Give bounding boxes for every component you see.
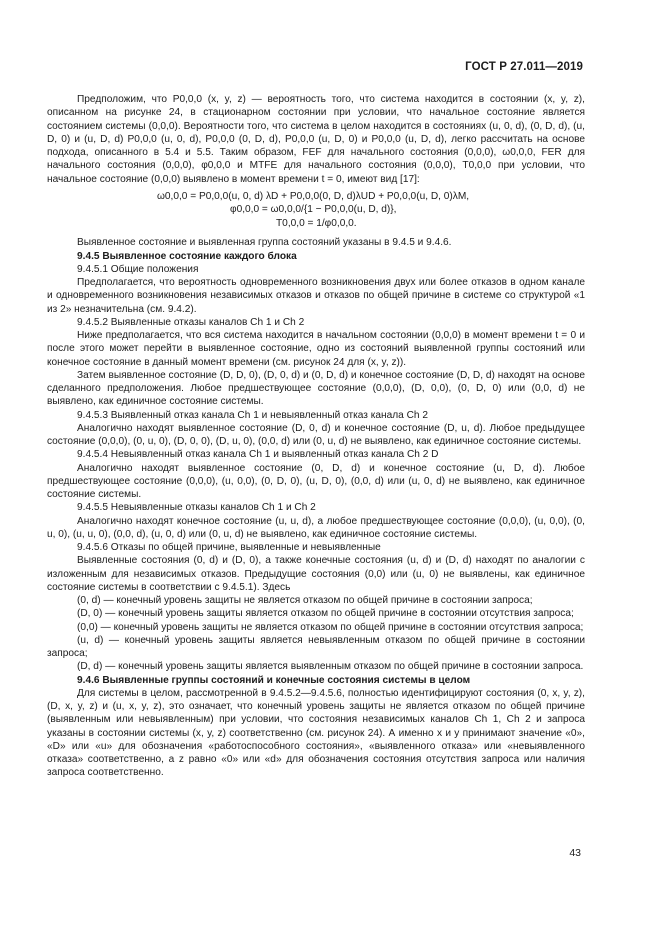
paragraph: Аналогично находят выявленное состояние (D, 0, d) и конечное состояние (D, u, d). Любое предыдущее состояние (0,0,0), (0, u, 0), (D, 0, 0), (D, u, 0), (0,0, d) или (0, u, d) не выявлено, как единичное состояние системы.: [47, 422, 585, 447]
intro-paragraph: Предположим, что P0,0,0 (x, y, z) — вероятность того, что система находится в состоянии (x, y, z), описанном на рисунке 24, в стационарном состоянии при условии, что начальное состояние является состоянием системы (0,0,0). Вероятности того, что система в целом находится в состояниях (u, 0, d), (0, D, d), (u, D, 0) и (u, D, d) P0,0,0 (u, 0, d), P0,0,0 (0, D, d), P0,0,0 (u, D, 0) и P0,0,0 (u, D, d), легко рассчитать на основе подхода, описанного в 5.4 и 5.5. Таким образом, FEF для начального состояния (0,0,0), ω0,0,0, FER для начального состояния (0,0,0), φ0,0,0 и MTFE для начального состояния (0,0,0), T0,0,0 при условии, что начальное состояние (0,0,0) выявлено в момент времени t = 0, имеют вид [17]:: [47, 94, 585, 185]
paragraph: Выявленные состояния (0, d) и (D, 0), а также конечные состояния (u, d) и (D, d) находят по аналогии с изложенным для независимых отказов. Предыдущие состояния (0,0) или (u, 0) не выявлены, как единичное состояние системы в соответствии с 9.4.5.1). Здесь: [47, 555, 585, 593]
standard-header: ГОСТ Р 27.011—2019: [465, 61, 583, 73]
subsection-heading: 9.4.5.2 Выявленные отказы каналов Ch 1 и Ch 2: [77, 316, 305, 328]
section-heading: 9.4.6 Выявленные группы состояний и конечные состояния системы в целом: [77, 674, 471, 686]
paragraph: Аналогично находят конечное состояние (u, u, d), а любое предшествующее состояние (0,0,0), (u, 0,0), (0, u, 0), (u, u, 0), (0,0, d), (u, 0, d) или (0, u, d) не выявлено, как единичное состояние системы.: [47, 515, 585, 540]
subsection-heading: 9.4.5.4 Невыявленный отказ канала Ch 1 и выявленный отказ канала Ch 2 D: [77, 449, 439, 461]
definition-item: (D, d) — конечный уровень защиты является выявленным отказом по общей причине в состоянии запроса.: [77, 661, 584, 673]
paragraph: Аналогично находят выявленное состояние (0, D, d) и конечное состояние (u, D, d). Любое предшествующее состояние (0,0,0), (u, 0,0), (0, D, 0), (u, D, 0), (0,0, d) или (u, 0, d) не выявлено, как единичное состояние системы.: [47, 462, 585, 500]
paragraph: Выявленное состояние и выявленная группа состояний указаны в 9.4.5 и 9.4.6.: [77, 237, 452, 249]
definition-item: (0,0) — конечный уровень защиты не является отказом по общей причине в состоянии отсутствия запроса;: [77, 621, 584, 633]
formula-fer: φ0,0,0 = ω0,0,0/{1 − P0,0,0(u, D, d)},: [230, 204, 397, 216]
subsection-heading: 9.4.5.1 Общие положения: [77, 263, 199, 275]
paragraph: Предполагается, что вероятность одновременного возникновения двух или более отказов в одном канале и одновременного возникновения независимых отказов и отказов по общей причине в системе со структурой «1 из 2» незначительна (см. 9.4.2).: [47, 277, 585, 315]
section-heading: 9.4.5 Выявленное состояние каждого блока: [77, 250, 297, 262]
page-number: 43: [569, 847, 581, 859]
paragraph: Для системы в целом, рассмотренной в 9.4.5.2—9.4.5.6, полностью идентифицируют состояния (0, x, y, z), (D, x, y, z) и (u, x, y, z), это означает, что конечный уровень защиты не является отказом по общей причине (выявленным или невыявленным) при условии, что состояния независимых каналов Ch 1, Ch 2 и запроса указаны в состоянии системы (x, y, z) соответственно (см. рисунок 24). А именно x и y принимают значение «0», «D» или «u» для обозначения «работоспособного состояния», «выявленного отказа» или «невыявленного отказа» соответственно, а z равно «0» или «d» для обозначения состояния отсутствия запроса или наличия запроса соответственно.: [47, 687, 585, 779]
paragraph: Затем выявленное состояние (D, D, 0), (D, 0, d) и (0, D, d) и конечное состояние (D, D, d) находят на основе сделанного предположения. Любое предшествующее состояние (0,0,0), (D, 0,0), (0, D, 0) или (0,0, d) не выявлено, как единичное состояние системы.: [47, 369, 585, 408]
formula-block: [47, 190, 585, 231]
subsection-heading: 9.4.5.3 Выявленный отказ канала Ch 1 и невыявленный отказ канала Ch 2: [77, 409, 428, 421]
formula-fef: ω0,0,0 = P0,0,0(u, 0, d) λD + P0,0,0(0, D, d)λUD + P0,0,0(u, D, 0)λM,: [157, 190, 470, 202]
subsection-heading: 9.4.5.5 Невыявленные отказы каналов Ch 1 и Ch 2: [77, 502, 316, 514]
subsection-heading: 9.4.5.6 Отказы по общей причине, выявленные и невыявленные: [77, 542, 381, 553]
definition-item: (u, d) — конечный уровень защиты является невыявленным отказом по общей причине в состоянии запроса;: [47, 634, 585, 659]
definition-item: (0, d) — конечный уровень защиты не является отказом по общей причине в состоянии запроса;: [77, 595, 533, 606]
paragraph: Ниже предполагается, что вся система находится в начальном состоянии (0,0,0) в момент времени t = 0 и после этого может перейти в выявленное состояние, одно из состояний выявленной группы состояний или конечное состояние в данный момент времени (см. рисунок 24 для (x, y, z)).: [47, 330, 585, 368]
formula-mtfe: T0,0,0 = 1/φ0,0,0.: [276, 217, 357, 229]
document-body: [47, 93, 585, 780]
definition-item: (D, 0) — конечный уровень защиты является отказом по общей причине в состоянии отсутствия запроса;: [77, 608, 574, 620]
